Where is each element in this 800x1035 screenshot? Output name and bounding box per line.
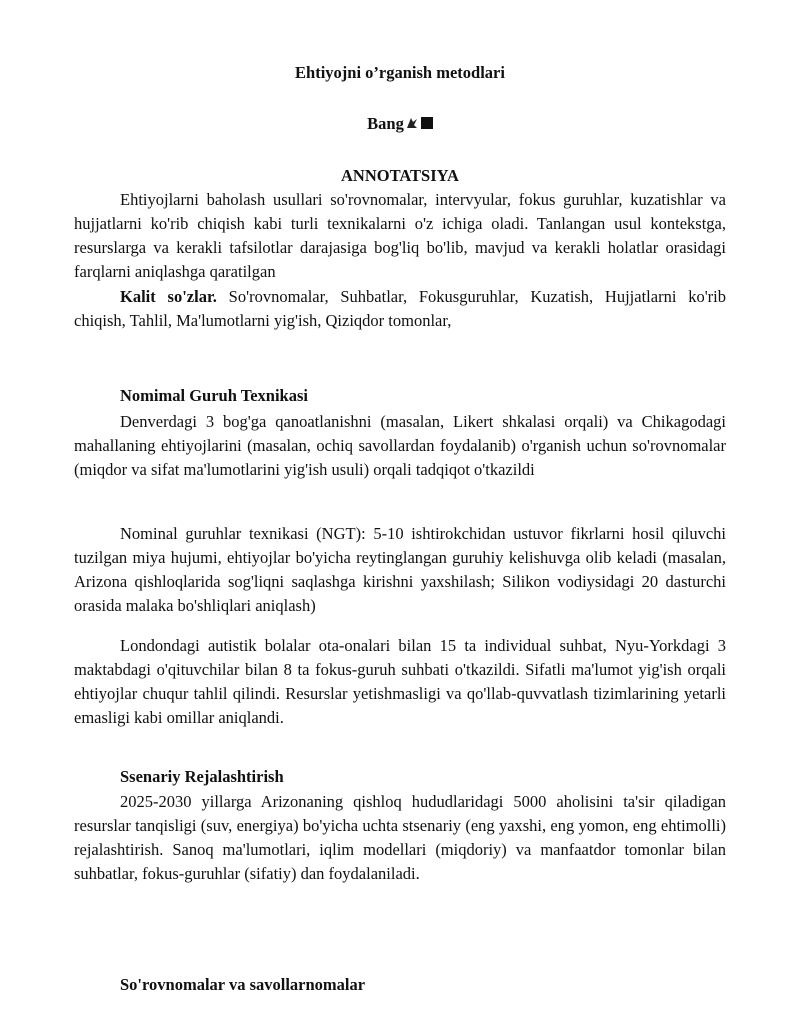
section-ngt-paragraph-1: Denverdagi 3 bog'ga qanoatlanishni (masalan, Likert shkalasi orqali) va Chikagodagi mahallaning ehtiyojlarini (masalan, ochiq savollardan foydalanib) o'rganish uchun so'rovnomalar (miqdor va sifat ma'lumotlarini yig'ish usuli) orqali tadqiqot o'tkazildi xyxy=(74,412,726,479)
section-heading-ngt: Nomimal Guruh Texnikasi xyxy=(120,386,308,405)
keywords-label: Kalit so'zlar. xyxy=(120,287,217,306)
author-name: Bang xyxy=(367,114,404,133)
section-ngt-paragraph-2: Nominal guruhlar texnikasi (NGT): 5-10 ishtirokchidan ustuvor fikrlarni hosil qiluvchi tuzilgan miya hujumi, ehtiyojlar bo'yicha reytinglangan guruhiy kelishuvga olib keladi (masalan, Arizona qishloqlarida sog'liqni saqlashga kirishni yaxshilash; Silikon vodiysidagi 20 dasturchi orasida malaka bo'shliqlari aniqlash) xyxy=(74,524,726,615)
section-scenario-paragraph-1: 2025-2030 yillarga Arizonaning qishloq hududlaridagi 5000 aholisini ta'sir qiladigan resurslar tanqisligi (suv, energiya) bo'yicha uchta stsenariy (eng yaxshi, eng yomon, eng ehtimolli) rejalashtirish. Sanoq ma'lumotlari, iqlim modellari (miqdoriy) va manfaatdor tomonlar bilan suhbatlar, fokus-guruhlar (sifatiy) dan foydalaniladi. xyxy=(74,792,726,883)
keywords-text: So'rovnomalar, Suhbatlar, Fokusguruhlar, Kuzatish, Hujjatlarni ko'rib chiqish, Tahlil, Ma'lumotlarni yig'ish, Qiziqdor tomonlar, xyxy=(74,287,726,330)
section-heading-surveys: So'rovnomalar va savollarnomalar xyxy=(120,975,366,994)
section-ngt-paragraph-3: Londondagi autistik bolalar ota-onalari bilan 15 ta individual suhbat, Nyu-Yorkdagi 3 maktabdagi o'qituvchilar bilan 8 ta fokus-guruh suhbati o'tkazildi. Sifatli ma'lumot yig'ish orqali ehtiyojlar chuqur tahlil qilindi. Resurslar yetishmasligi va qo'llab-quvvatlash tizimlarining yetarli emasligi kabi omillar aniqlandi. xyxy=(74,636,726,727)
abstract-paragraph: Ehtiyojlarni baholash usullari so'rovnomalar, intervyular, fokus guruhlar, kuzatishlar va hujjatlarni ko'rib chiqish kabi turli texnikalarni o'z ichiga oladi. Tanlangan usul kontekstga, resurslarga va kerakli tafsilotlar darajasiga bog'liq bo'lib, mavjud va kerakli holatlar orasidagi farqlarni aniqlashga qaratilgan xyxy=(74,190,726,281)
document-title: Ehtiyojni o’rganish metodlari xyxy=(295,63,505,82)
abstract-heading: ANNOTATSIYA xyxy=(341,166,459,185)
keywords-paragraph xyxy=(74,285,726,333)
author-mark-icon xyxy=(405,116,419,130)
section-heading-scenario: Ssenariy Rejalashtirish xyxy=(120,767,284,786)
author-block-icon xyxy=(421,117,433,129)
author-line xyxy=(74,114,726,134)
